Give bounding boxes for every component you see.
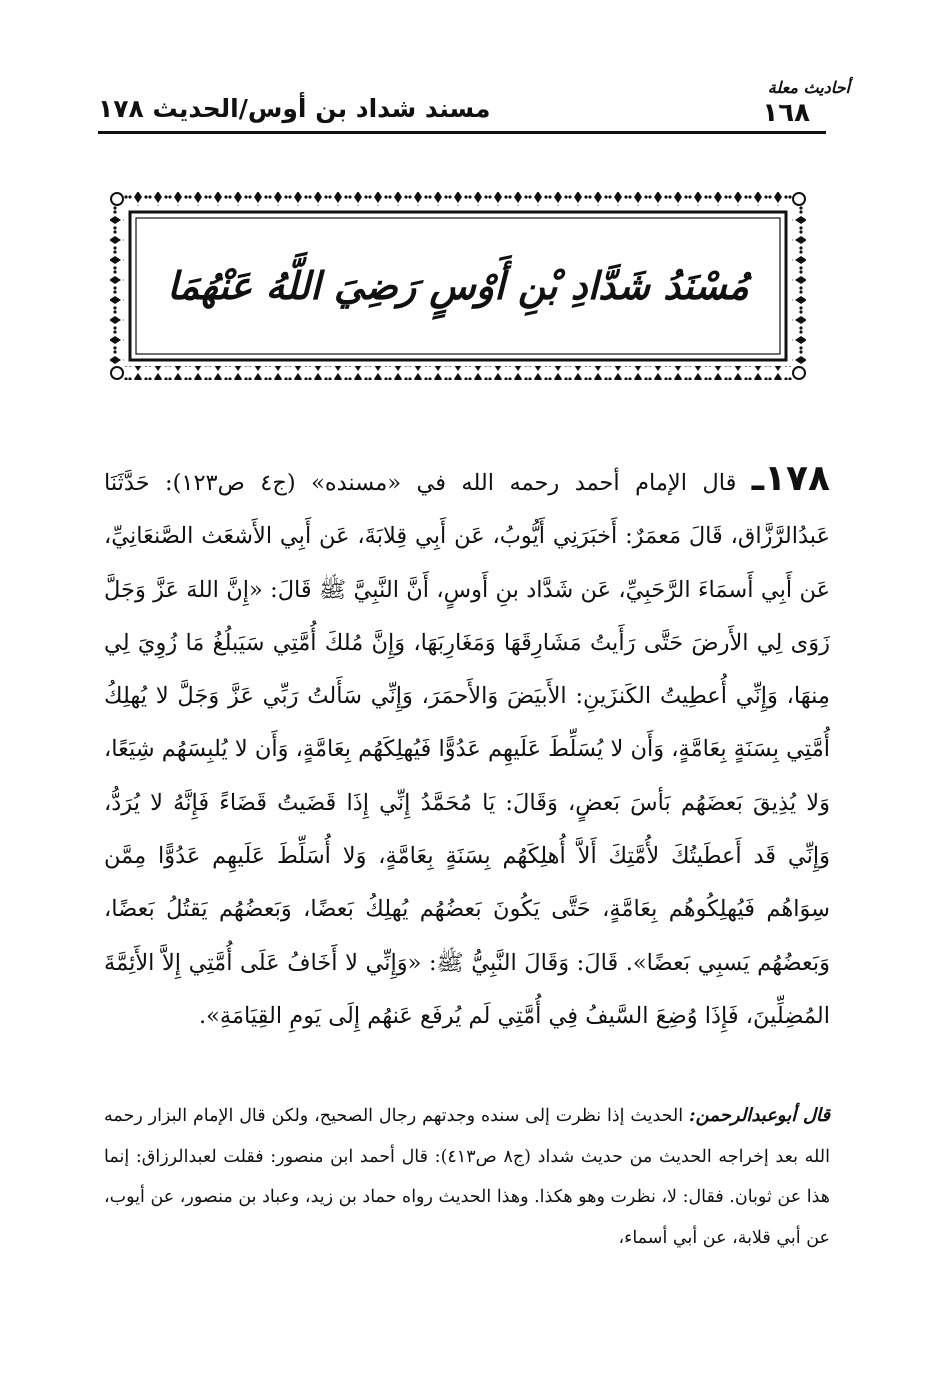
header-rule (98, 131, 826, 134)
hadith-dash: ـ (751, 458, 765, 499)
section-title-frame (108, 190, 808, 382)
section-title: مُسْنَدُ شَدَّادِ بْنِ أَوْسٍ رَضِيَ اللَّهُ عَنْهُمَا (167, 263, 749, 308)
hadith-text: قال الإمام أحمد رحمه الله في «مسنده» (ج٤ ص١٢٣): حَدَّثَنَا عَبدُالرَّزَّاق، قَالَ مَعمَرٌ: أَخبَرَنِي أَيُّوبُ، عَن أَبِي قِلابَةَ، عَن أَبِي الأَشعَث الصَّنعَانِيِّ، عَن أَبِي أَسمَاءَ الرَّحَبِيِّ، عَن شَدَّاد بنِ أَوسٍ، أَنَّ النَّبِيَّ ﷺ قَالَ: «إِنَّ اللهَ عَزَّ وَجَلَّ زَوَى لِي الأَرضَ حَتَّى رَأَيتُ مَشَارِقَهَا وَمَغَارِبَهَا، وَإِنَّ مُلكَ أُمَّتِي سَيَبلُغُ مَا زُوِيَ لِي مِنهَا، وَإِنِّي أُعطِيتُ الكَنزَينِ: الأَبيَضَ وَالأَحمَرَ، وَإِنِّي سَأَلتُ رَبِّي عَزَّ وَجَلَّ لا يُهلِكُ أُمَّتِي بِسَنَةٍ بِعَامَّةٍ، وَأَن لا يُسَلِّطَ عَلَيهِم عَدُوًّا فَيُهلِكَهُم بِعَامَّةٍ، وَأَن لا يُلبِسَهُم شِيَعًا، وَلا يُذِيقَ بَعضَهُم بَأسَ بَعضٍ، وَقَالَ: يَا مُحَمَّدُ إِنِّي إِذَا قَضَيتُ قَضَاءً فَإِنَّهُ لا يُرَدُّ، وَإِنِّي قَد أَعطَيتُكَ لأُمَّتِكَ أَلاَّ أُهلِكَهُم بِسَنَةٍ بِعَامَّةٍ، وَلا أُسَلِّطَ عَلَيهِم عَدُوًّا مِمَّن سِوَاهُم فَيُهلِكُوهُم بِعَامَّةٍ، حَتَّى يَكُونَ بَعضُهُم يُهلِكُ بَعضًا، وَبَعضُهُم يَقتُلُ بَعضًا، وَبَعضُهُم يَسبِي بَعضًا». قَالَ: وَقَالَ النَّبِيُّ ﷺ: «وَإِنِّي لا أَخَافُ عَلَى أُمَّتِي إِلاَّ الأَئِمَّةَ المُضِلِّينَ، فَإِذَا وُضِعَ السَّيفُ فِي أُمَّتِي لَم يُرفَع عَنهُم إِلَى يَومِ القِيَامَةِ». (104, 470, 830, 1029)
book-label: أحاديث معلة (767, 78, 850, 97)
running-title: مسند شداد بن أوس/الحديث ١٧٨ (98, 94, 491, 123)
commentary-author: قال أبوعبدالرحمن: (689, 1105, 830, 1126)
hadith-paragraph (104, 452, 830, 1043)
commentary-text: الحديث إذا نظرت إلى سنده وجدتهم رجال الصحيح، ولكن قال الإمام البزار رحمه الله بعد إخراجه الحديث من حديث شداد (ج٨ ص٤١٣): قال أحمد ابن منصور: فقلت لعبدالرزاق: إنما هذا عن ثوبان. فقال: لا، نظرت وهو هكذا. وهذا الحديث رواه حماد بن زيد، وعباد بن منصور، عن أيوب، عن أبي قلابة، عن أبي أسماء، (104, 1106, 830, 1248)
hadith-number: ١٧٨ (764, 458, 830, 499)
page-number: ١٦٨ (762, 98, 810, 128)
commentary-paragraph (104, 1096, 830, 1258)
